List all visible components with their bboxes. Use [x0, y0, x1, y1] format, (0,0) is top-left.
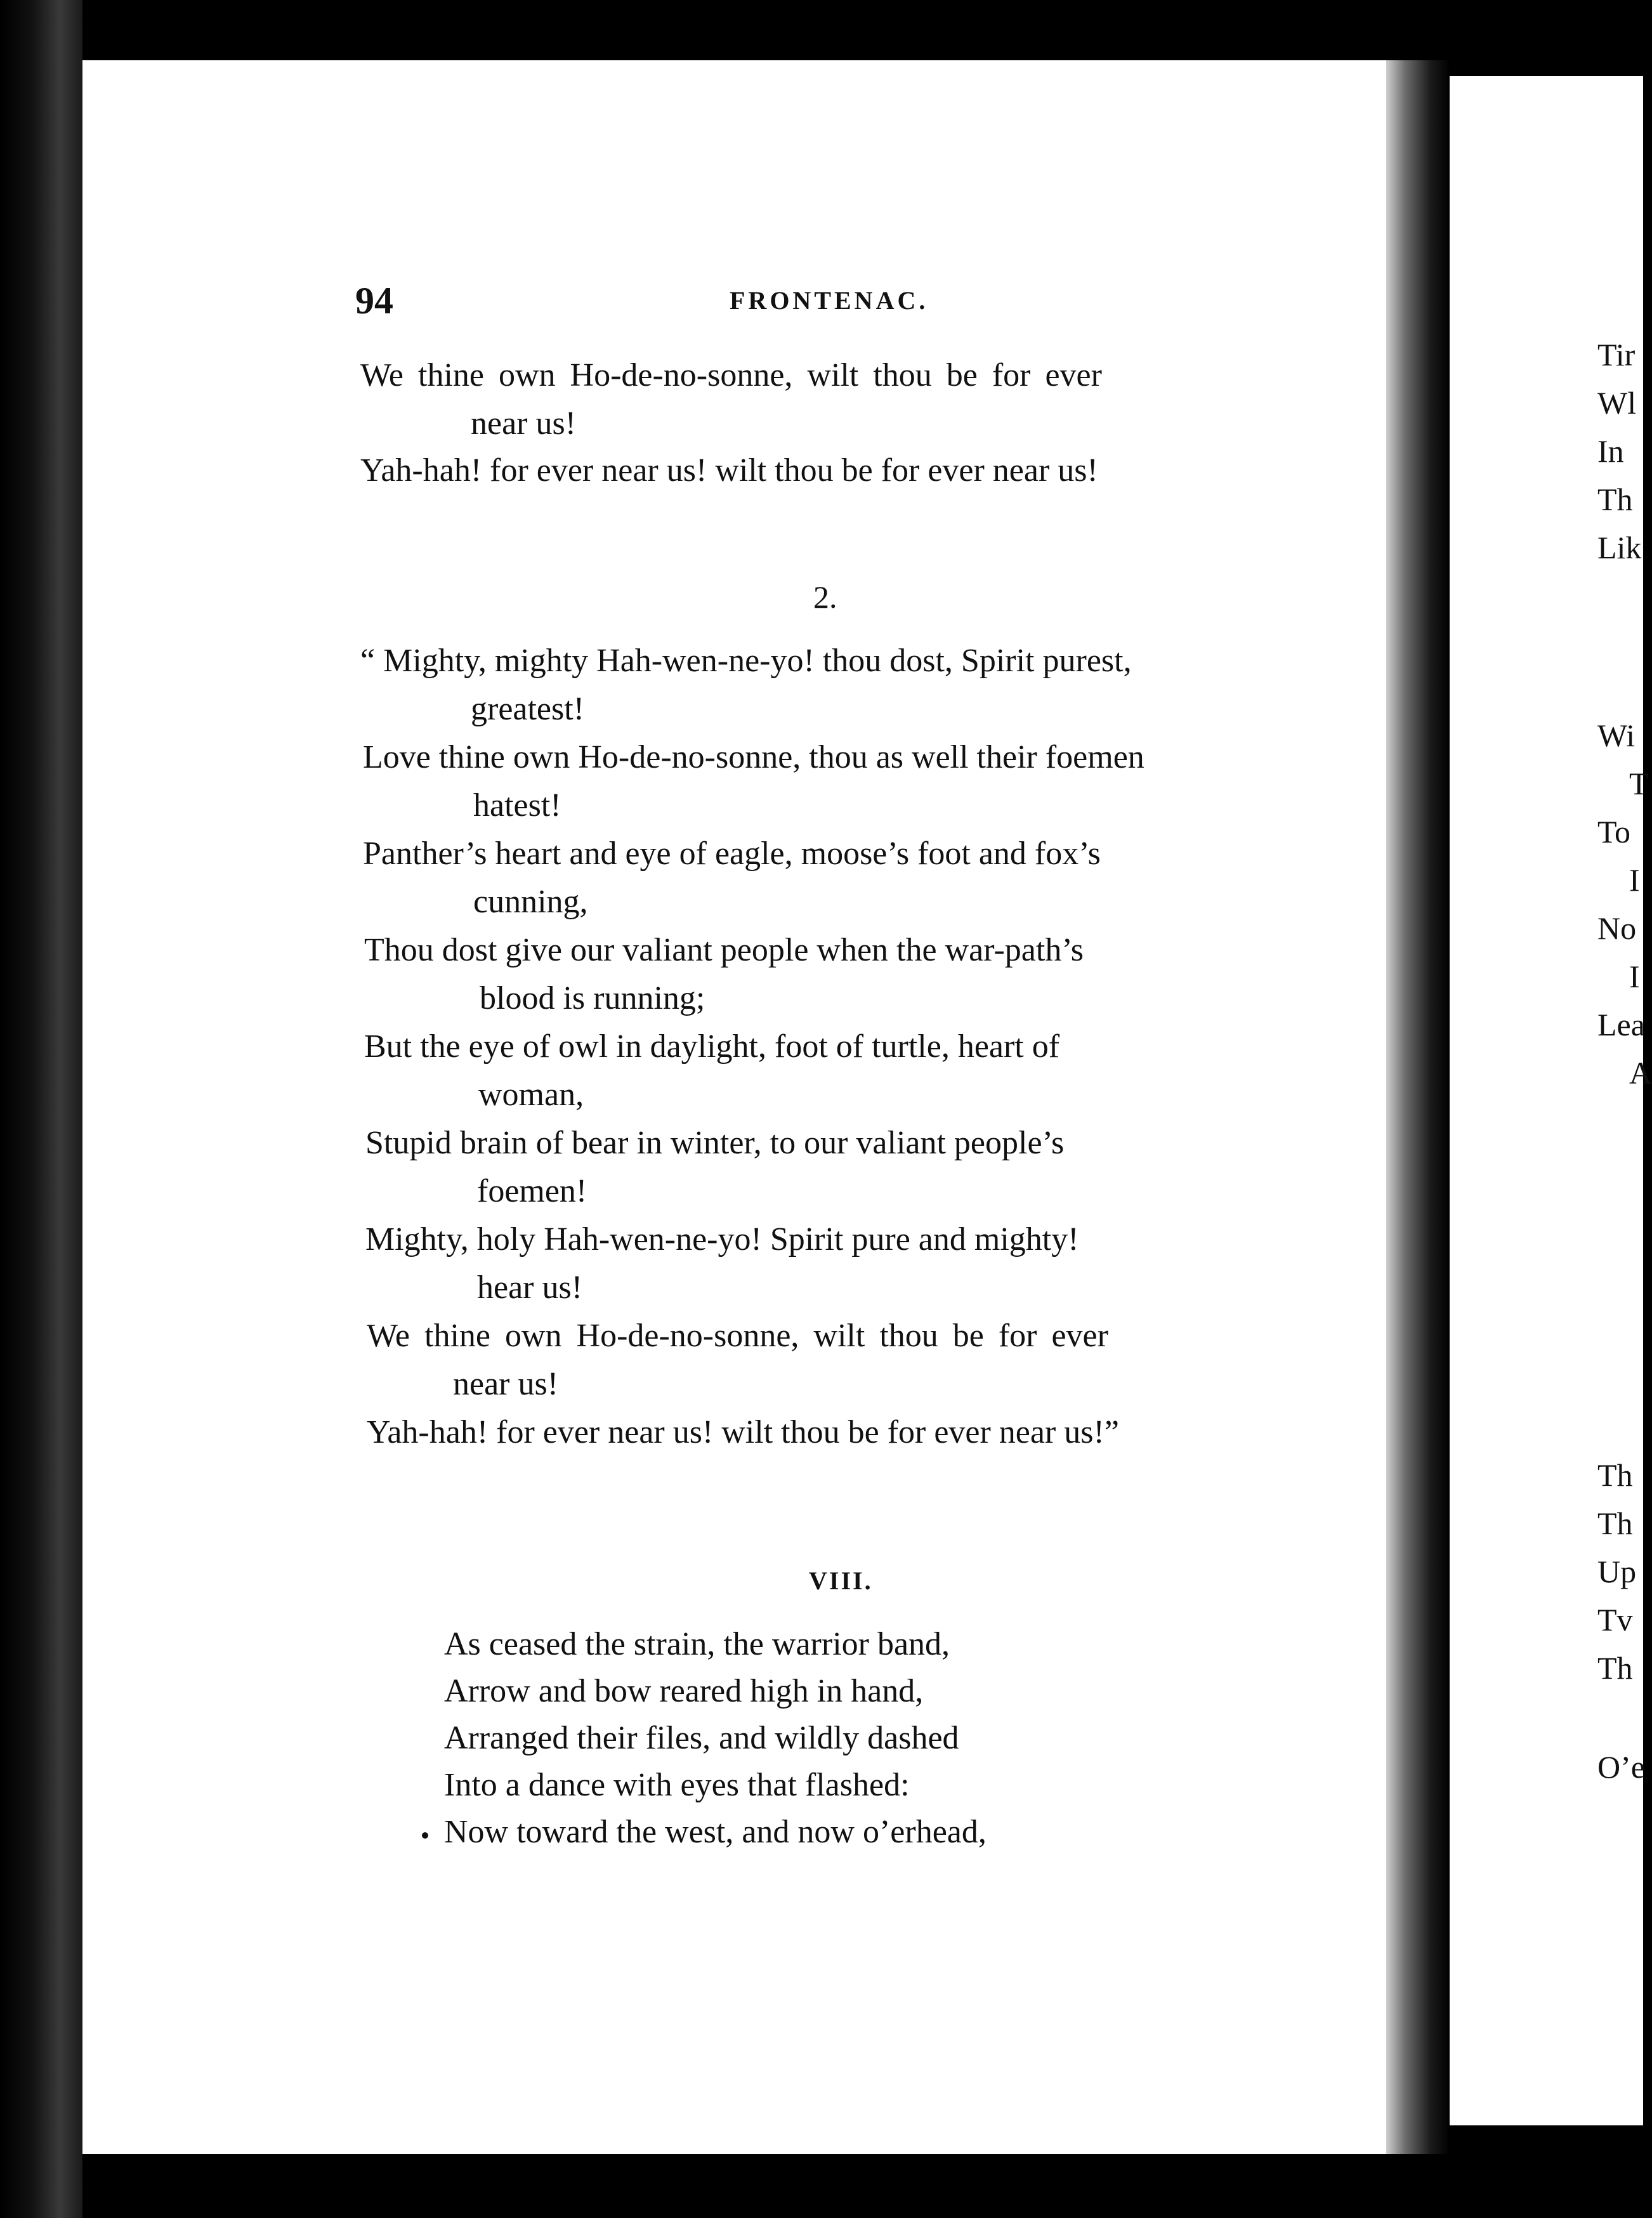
verse-line: greatest!: [471, 691, 585, 727]
verse-line: Yah-hah! for ever near us! wilt thou be for ever near us!”: [367, 1414, 1119, 1450]
facing-page-fragment: Up: [1597, 1554, 1637, 1589]
running-head: FRONTENAC.: [730, 286, 929, 315]
verse-line: hatest!: [473, 787, 561, 824]
verse-line: hear us!: [477, 1270, 583, 1306]
facing-page-fragment: I: [1629, 862, 1640, 898]
page-number: 94: [355, 280, 393, 322]
facing-page-fragment: A: [1629, 1055, 1652, 1091]
verse-line: Stupid brain of bear in winter, to our valiant people’s: [365, 1125, 1065, 1161]
verse-line: Arrow and bow reared high in hand,: [444, 1673, 924, 1709]
facing-page-fragment: I: [1629, 959, 1640, 994]
verse-line: cunning,: [473, 884, 588, 920]
verse-line: As ceased the strain, the warrior band,: [444, 1626, 950, 1662]
verse-line: blood is running;: [480, 980, 705, 1016]
verse-line: But the eye of owl in daylight, foot of turtle, heart of: [364, 1028, 1060, 1065]
facing-page-fragment: Tv: [1597, 1602, 1633, 1637]
verse-line: near us!: [453, 1366, 559, 1402]
verse-line: Thou dost give our valiant people when the war-path’s: [364, 932, 1084, 968]
verse-line: We thine own Ho-de-no-sonne, wilt thou be for ever: [367, 1318, 1108, 1354]
print-mark: [422, 1832, 428, 1839]
section-number: VIII.: [809, 1566, 873, 1595]
verse-line: foemen!: [477, 1173, 587, 1209]
verse-line: Into a dance with eyes that flashed:: [444, 1767, 910, 1803]
verse-line: Yah-hah! for ever near us! wilt thou be for ever near us!: [360, 452, 1098, 489]
facing-page-fragment: To: [1597, 814, 1631, 850]
book-spine-shadow: [0, 0, 82, 2218]
page-gutter: [1386, 60, 1450, 2154]
verse-line: We thine own Ho-de-no-sonne, wilt thou be for ever: [360, 357, 1102, 393]
facing-page-fragment: Lik: [1597, 530, 1642, 565]
verse-line: Arranged their files, and wildly dashed: [444, 1720, 959, 1756]
facing-page-fragment: No: [1597, 910, 1637, 946]
facing-page-fragment: Th: [1597, 482, 1633, 517]
verse-line: Panther’s heart and eye of eagle, moose’s foot and fox’s: [363, 836, 1101, 872]
verse-line: woman,: [478, 1077, 584, 1113]
facing-page-fragment: Th: [1597, 1457, 1633, 1493]
scan-border: [82, 2154, 1643, 2218]
verse-line: Mighty, holy Hah-wen-ne-yo! Spirit pure and mighty!: [365, 1221, 1079, 1257]
facing-page-fragment: Tir: [1597, 337, 1636, 372]
facing-page-fragment: Wi: [1597, 718, 1636, 753]
facing-page-fragment: Wl: [1597, 385, 1637, 421]
facing-page-fragment: Th: [1597, 1650, 1633, 1686]
verse-line: “ Mighty, mighty Hah-wen-ne-yo! thou dost, Spirit purest,: [360, 643, 1132, 679]
verse-line: Love thine own Ho-de-no-sonne, thou as well their foemen: [363, 739, 1144, 775]
facing-page-fragment: In: [1597, 433, 1624, 469]
facing-page-fragment: Th: [1597, 1506, 1633, 1541]
stanza-number: 2.: [813, 579, 837, 615]
facing-page-fragment: T: [1629, 766, 1649, 801]
facing-page: [1450, 76, 1643, 2125]
page-header: [355, 279, 1307, 324]
facing-page-fragment: O’e: [1597, 1749, 1645, 1785]
facing-page-fragment: Lea: [1597, 1007, 1645, 1042]
verse-line: Now toward the west, and now o’erhead,: [444, 1814, 987, 1850]
verse-line: near us!: [471, 405, 577, 442]
